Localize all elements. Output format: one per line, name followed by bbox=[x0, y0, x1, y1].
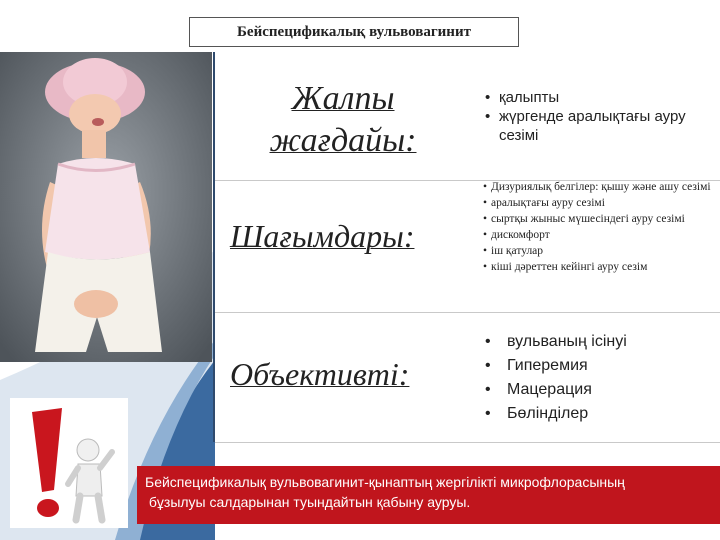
list-item: • Дизуриялық белгілер: қышу және ашу сезімі bbox=[483, 180, 715, 194]
girl-photo bbox=[0, 52, 212, 362]
list-item: • Мацерация bbox=[485, 378, 705, 402]
list-item: • вульваның ісінуі bbox=[485, 330, 705, 354]
row-label-objective: Объективті: bbox=[230, 356, 410, 392]
list-item: • жүргенде аралықтағы ауру сезімі bbox=[485, 107, 705, 145]
row-label-general-condition bbox=[223, 78, 463, 162]
caption-line1: Бейспецификалық вульвовагинит-қынаптың жергілікті микрофлорасының bbox=[145, 474, 625, 490]
list-item: • аралықтағы ауру сезімі bbox=[483, 196, 715, 210]
info-table bbox=[215, 52, 720, 442]
list-item: • кіші дәреттен кейінгі ауру сезім bbox=[483, 260, 715, 274]
table-row-complaints bbox=[215, 180, 720, 313]
caption-line2: бұзылуы салдарынан туындайтын қабыну ауруы. bbox=[145, 494, 471, 510]
bullet-list-complaints bbox=[483, 180, 715, 276]
exclamation-figure-image bbox=[10, 398, 128, 528]
list-item: • сыртқы жыныс мүшесіндегі ауру сезімі bbox=[483, 212, 715, 226]
definition-caption bbox=[137, 466, 720, 524]
list-item: • іш қатулар bbox=[483, 244, 715, 258]
list-item: • қалыпты bbox=[485, 88, 705, 107]
bullet-list-objective bbox=[485, 330, 705, 426]
table-row-objective bbox=[215, 312, 720, 443]
slide-title: Бейспецификалық вульвовагинит bbox=[189, 17, 519, 47]
list-item: • Бөлінділер bbox=[485, 402, 705, 426]
list-item: • дискомфорт bbox=[483, 228, 715, 242]
bullet-list-general-condition bbox=[485, 88, 705, 145]
row-label-line2: жағдайы: bbox=[269, 122, 417, 159]
list-item: • Гиперемия bbox=[485, 354, 705, 378]
table-row-general-condition bbox=[215, 52, 720, 181]
row-label-line1: Жалпы bbox=[291, 80, 395, 117]
row-label-complaints: Шағымдары: bbox=[230, 218, 415, 254]
